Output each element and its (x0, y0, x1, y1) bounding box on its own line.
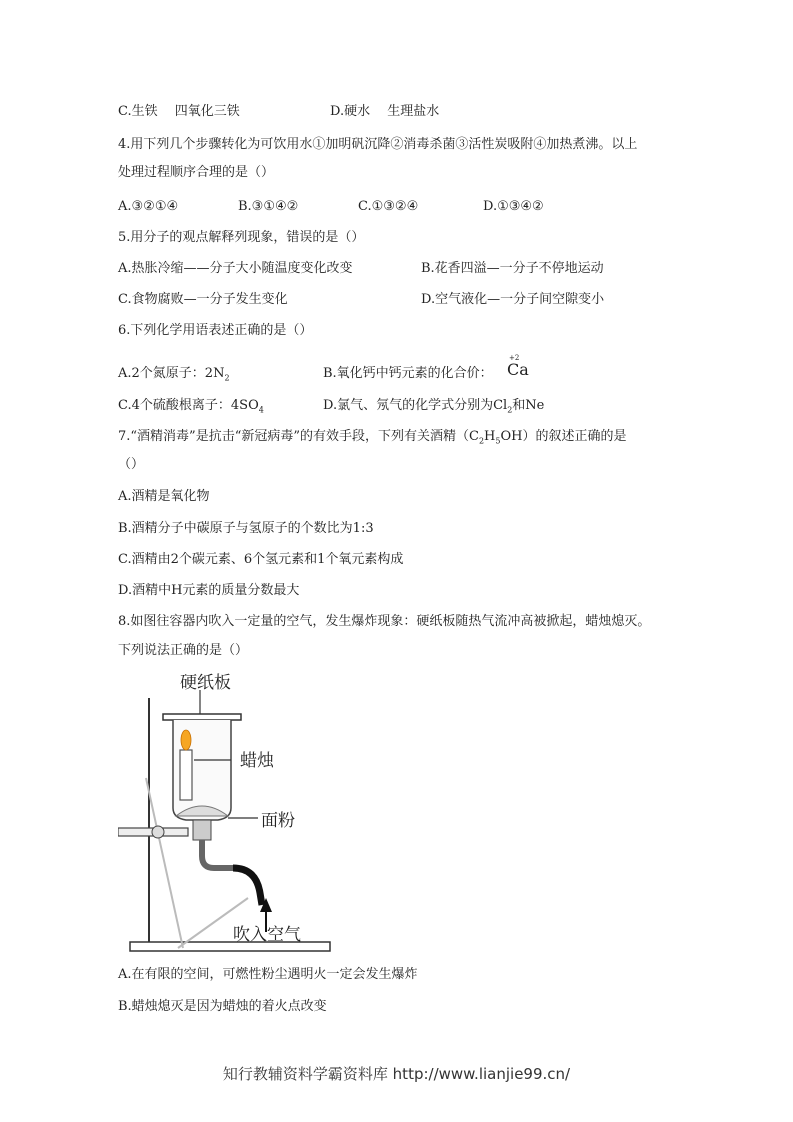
page-footer: 知行教辅资料学霸资料库 http://www.lianjie99.cn/ (222, 1065, 571, 1083)
label-flour: 面粉 (261, 811, 295, 831)
q5-option-b: B.花香四溢—一分子不停地运动 (421, 261, 604, 276)
q6-option-c: C.4个硫酸根离子：$4SO_4$ (118, 398, 264, 415)
nozzle (193, 820, 211, 840)
q5-option-c: C.食物腐败—一分子发生变化 (118, 292, 288, 307)
q4-stem-line2: 处理过程顺序合理的是（） (118, 165, 275, 180)
q6-stem: 6.下列化学用语表述正确的是（） (118, 323, 313, 338)
q7-option-b: B.酒精分子中碳原子与氢原子的个数比为1:3 (118, 521, 374, 536)
q8-stem-line1: 8.如图往容器内吹入一定量的空气，发生爆炸现象：硬纸板随热气流冲高被掀起，蜡烛熄灭。 (118, 614, 651, 629)
q4-option-a: A.③②①④ (118, 199, 179, 214)
candle-flame (181, 730, 191, 750)
q6-option-b: B.氧化钙中钙元素的化合价： (323, 366, 493, 381)
q4-option-b: B.③①④② (238, 199, 299, 214)
q7-option-a: A.酒精是氧化物 (118, 489, 210, 504)
q4-stem-line1: 4.用下列几个步骤转化为可饮用水①加明矾沉降②消毒杀菌③活性炭吸附④加热煮沸。以上 (118, 137, 638, 152)
q7-option-d: D.酒精中H元素的质量分数最大 (118, 583, 300, 598)
q8-stem-line2: 下列说法正确的是（） (118, 643, 249, 658)
q7-stem-line2: （） (118, 457, 145, 472)
q5-option-a: A.热胀冷缩——分子大小随温度变化改变 (118, 261, 353, 276)
q4-option-c: C.①③②④ (358, 199, 419, 214)
q5-option-d: D.空气液化—一分子间空隙变小 (421, 292, 605, 307)
label-blow-air: 吹入空气 (233, 925, 301, 945)
q5-stem: 5.用分子的观点解释列现象，错误的是（） (118, 230, 365, 245)
explosion-apparatus-diagram (118, 668, 338, 953)
q4-option-d: D.①③④② (483, 199, 544, 214)
q7-stem-line1: 7.“酒精消毒”是抗击“新冠病毒”的有效手段，下列有关酒精$(C_2H_5OH)$的叙述正确的是 (118, 429, 627, 446)
q3-option-d: D.硬水 生理盐水 (330, 104, 440, 119)
q8-option-a: A.在有限的空间，可燃性粉尘遇明火一定会发生爆炸 (118, 967, 418, 982)
label-candle: 蜡烛 (240, 751, 274, 771)
q3-option-c: C.生铁 四氧化三铁 (118, 104, 240, 119)
glass-tube (202, 840, 233, 868)
q6-valence-mark: +2 (509, 354, 520, 362)
q7-option-c: C.酒精由2个碳元素、6个氢元素和1个氧元素构成 (118, 552, 404, 567)
q8-option-b: B.蜡烛熄灭是因为蜡烛的着火点改变 (118, 999, 327, 1014)
label-cardboard: 硬纸板 (180, 673, 231, 693)
q6-calcium-symbol: Ca (507, 360, 529, 379)
q6-option-d: D.氯气、氖气的化学式分别为$Cl_2$和Ne (323, 398, 545, 415)
q6-option-a: A.2个氮原子：$2N_2$ (118, 366, 230, 383)
clamp-knob (152, 826, 164, 838)
candle (180, 750, 192, 800)
cardboard-lid (163, 714, 241, 720)
